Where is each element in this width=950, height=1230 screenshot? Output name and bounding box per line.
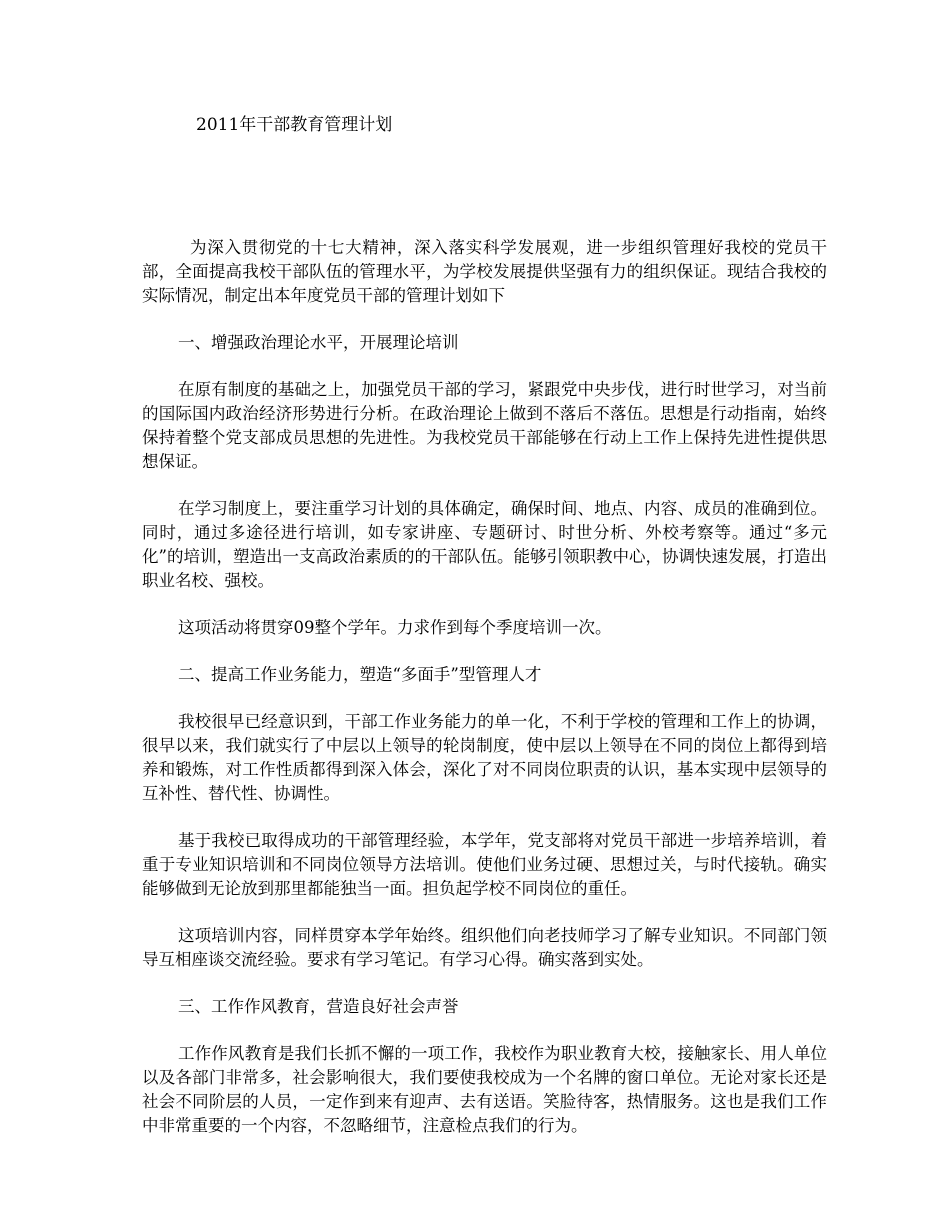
document-title: 2011年干部教育管理计划 (196, 115, 393, 135)
intro-paragraph: 为深入贯彻党的十七大精神，深入落实科学发展观，进一步组织管理好我校的党员干部，全面提高我校干部队伍的管理水平，为学校发展提供坚强有力的组织保证。现结合我校的实际情况，制定出本年度党员干部的管理计划如下 (142, 238, 827, 305)
body-paragraph: 基于我校已取得成功的干部管理经验，本学年，党支部将对党员干部进一步培养培训，着重于专业知识培训和不同岗位领导方法培训。使他们业务过硬、思想过关，与时代接轨。确实能够做到无论放到那里都能独当一面。担负起学校不同岗位的重任。 (142, 831, 827, 898)
document-body (142, 236, 827, 1161)
body-paragraph: 这项活动将贯穿09整个学年。力求作到每个季度培训一次。 (178, 618, 612, 637)
body-paragraph: 在原有制度的基础之上，加强党员干部的学习，紧跟党中央步伐，进行时世学习，对当前的国际国内政治经济形势进行分析。在政治理论上做到不落后不落伍。思想是行动指南，始终保持着整个党支部成员思想的先进性。为我校党员干部能够在行动上工作上保持先进性提供思想保证。 (142, 380, 827, 471)
body-paragraph: 我校很早已经意识到，干部工作业务能力的单一化，不利于学校的管理和工作上的协调，很早以来，我们就实行了中层以上领导的轮岗制度，使中层以上领导在不同的岗位上都得到培养和锻炼，对工作性质都得到深入体会，深化了对不同岗位职责的认识，基本实现中层领导的互补性、替代性、协调性。 (142, 712, 827, 803)
section-heading-3: 三、工作作风教育，营造良好社会声誉 (178, 997, 459, 1016)
body-paragraph: 这项培训内容，同样贯穿本学年始终。组织他们向老技师学习了解专业知识。不同部门领导互相座谈交流经验。要求有学习笔记。有学习心得。确实落到实处。 (142, 926, 827, 969)
section-heading-2: 二、提高工作业务能力，塑造“多面手”型管理人才 (178, 665, 542, 684)
section-heading-1: 一、增强政治理论水平，开展理论培训 (178, 333, 459, 352)
body-paragraph: 工作作风教育是我们长抓不懈的一项工作，我校作为职业教育大校，接触家长、用人单位以及各部门非常多，社会影响很大，我们要使我校成为一个名牌的窗口单位。无论对家长还是社会不同阶层的人员，一定作到来有迎声、去有送语。笑脸待客，热情服务。这也是我们工作中非常重要的一个内容，不忽略细节，注意检点我们的行为。 (142, 1044, 827, 1135)
body-paragraph: 在学习制度上，要注重学习计划的具体确定，确保时间、地点、内容、成员的准确到位。同时，通过多途径进行培训，如专家讲座、专题研讨、时世分析、外校考察等。通过“多元化”的培训，塑造出一支高政治素质的的干部队伍。能够引领职教中心，协调快速发展，打造出职业名校、强校。 (142, 499, 827, 590)
